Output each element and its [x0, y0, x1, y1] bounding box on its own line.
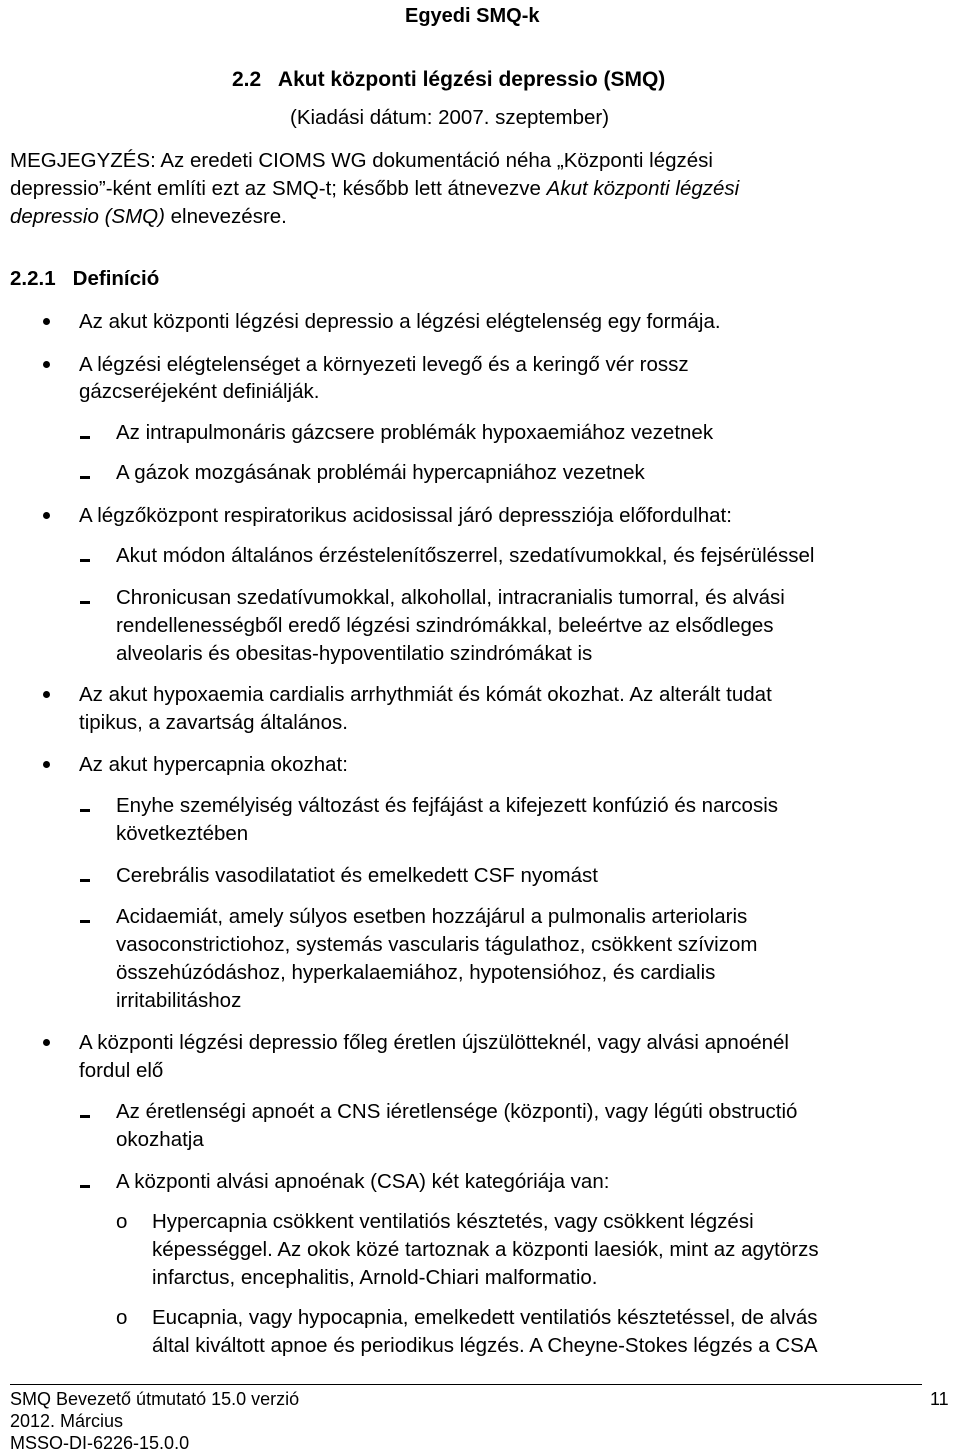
circle-marker: o — [116, 1306, 128, 1329]
list-item: képességgel. Az okok közé tartoznak a központi laesiók, mint az agytörzs — [152, 1238, 819, 1261]
bullet-marker — [43, 761, 50, 768]
list-item: Akut módon általános érzéstelenítőszerrel, szedatívumokkal, és fejsérüléssel — [116, 544, 815, 567]
note-italic-text: depressio (SMQ) — [10, 205, 165, 228]
circle-marker: o — [116, 1210, 128, 1233]
subsection-heading: 2.2.1 Definíció — [10, 267, 160, 290]
list-item: Az intrapulmonáris gázcsere problémák hypoxaemiához vezetnek — [116, 421, 714, 444]
note-text: depressio”-ként említi ezt az SMQ-t; később lett átnevezve — [10, 177, 547, 200]
bullet-marker — [43, 361, 50, 368]
footer-doc-id: MSSO-DI-6226-15.0.0 — [10, 1433, 190, 1453]
note-line: MEGJEGYZÉS: Az eredeti CIOMS WG dokumentáció néha „Központi légzési — [10, 149, 713, 172]
footer-date: 2012. Március — [10, 1411, 124, 1431]
dash-marker — [80, 559, 90, 562]
dash-marker — [80, 601, 90, 604]
list-item: A központi alvási apnoénak (CSA) két kategóriája van: — [116, 1170, 610, 1193]
list-item: tipikus, a zavartság általános. — [79, 711, 348, 734]
dash-marker — [80, 809, 90, 812]
list-item: alveolaris és obesitas-hypoventilatio szindrómákat is — [116, 642, 593, 665]
bullet-marker — [43, 691, 50, 698]
list-item: Hypercapnia csökkent ventilatiós késztetés, vagy csökkent légzési — [152, 1210, 754, 1233]
list-item: Enyhe személyiség változást és fejfájást a kifejezett konfúzió és narcosis — [116, 794, 779, 817]
list-item: fordul elő — [79, 1059, 164, 1082]
page-number: 11 — [930, 1389, 949, 1409]
list-item: Az akut hypoxaemia cardialis arrhythmiát és kómát okozhat. Az alterált tudat — [79, 683, 772, 706]
list-item: rendellenességből eredő légzési szindrómákkal, beleértve az elsődleges — [116, 614, 774, 637]
dash-marker — [80, 476, 90, 479]
list-item: okozhatja — [116, 1128, 204, 1151]
list-item: Az akut központi légzési depressio a légzési elégtelenség egy formája. — [79, 310, 721, 333]
footer-rule — [10, 1384, 922, 1385]
list-item: Eucapnia, vagy hypocapnia, emelkedett ventilatiós késztetéssel, de alvás — [152, 1306, 818, 1329]
note-text: elnevezésre. — [164, 205, 287, 228]
dash-marker — [80, 1185, 90, 1188]
note-italic-text: Akut központi légzési — [546, 177, 740, 200]
running-header: Egyedi SMQ-k — [405, 5, 540, 27]
dash-marker — [80, 1115, 90, 1118]
list-item: következtében — [116, 822, 249, 845]
list-item: Az akut hypercapnia okozhat: — [79, 753, 348, 776]
list-item: Az éretlenségi apnoét a CNS iéretlensége (központi), vagy légúti obstructió — [116, 1100, 798, 1123]
list-item: által kiváltott apnoe és periodikus légzés. A Cheyne-Stokes légzés a CSA — [152, 1334, 818, 1357]
list-item: Chronicusan szedatívumokkal, alkohollal, intracranialis tumorral, és alvási — [116, 586, 785, 609]
note-line — [10, 203, 287, 231]
dash-marker — [80, 920, 90, 923]
list-item: Acidaemiát, amely súlyos esetben hozzájárul a pulmonalis arteriolaris — [116, 905, 748, 928]
list-item: összehúzódáshoz, hyperkalaemiához, hypotensióhoz, és cardialis — [116, 961, 716, 984]
footer-title: SMQ Bevezető útmutató 15.0 verzió — [10, 1389, 300, 1409]
bullet-marker — [43, 1039, 50, 1046]
list-item: Cerebrális vasodilatatiot és emelkedett CSF nyomást — [116, 864, 598, 887]
list-item: infarctus, encephalitis, Arnold-Chiari malformatio. — [152, 1266, 598, 1289]
bullet-marker — [43, 512, 50, 519]
issue-date: (Kiadási dátum: 2007. szeptember) — [290, 106, 610, 129]
list-item: gázcseréjeként definiálják. — [79, 380, 320, 403]
list-item: A gázok mozgásának problémái hypercapniához vezetnek — [116, 461, 645, 484]
list-item: irritabilitáshoz — [116, 989, 242, 1012]
list-item: A légzőközpont respiratorikus acidosissal járó depressziója előfordulhat: — [79, 504, 732, 527]
bullet-marker — [43, 318, 50, 325]
dash-marker — [80, 436, 90, 439]
note-line — [10, 175, 739, 203]
list-item: A légzési elégtelenséget a környezeti levegő és a keringő vér rossz — [79, 353, 689, 376]
list-item: vasoconstrictiohoz, systemás vascularis tágulathoz, csökkent szívizom — [116, 933, 758, 956]
list-item: A központi légzési depressio főleg éretlen újszülötteknél, vagy alvási apnoénél — [79, 1031, 789, 1054]
section-heading: 2.2 Akut központi légzési depressio (SMQ) — [232, 68, 666, 91]
dash-marker — [80, 879, 90, 882]
